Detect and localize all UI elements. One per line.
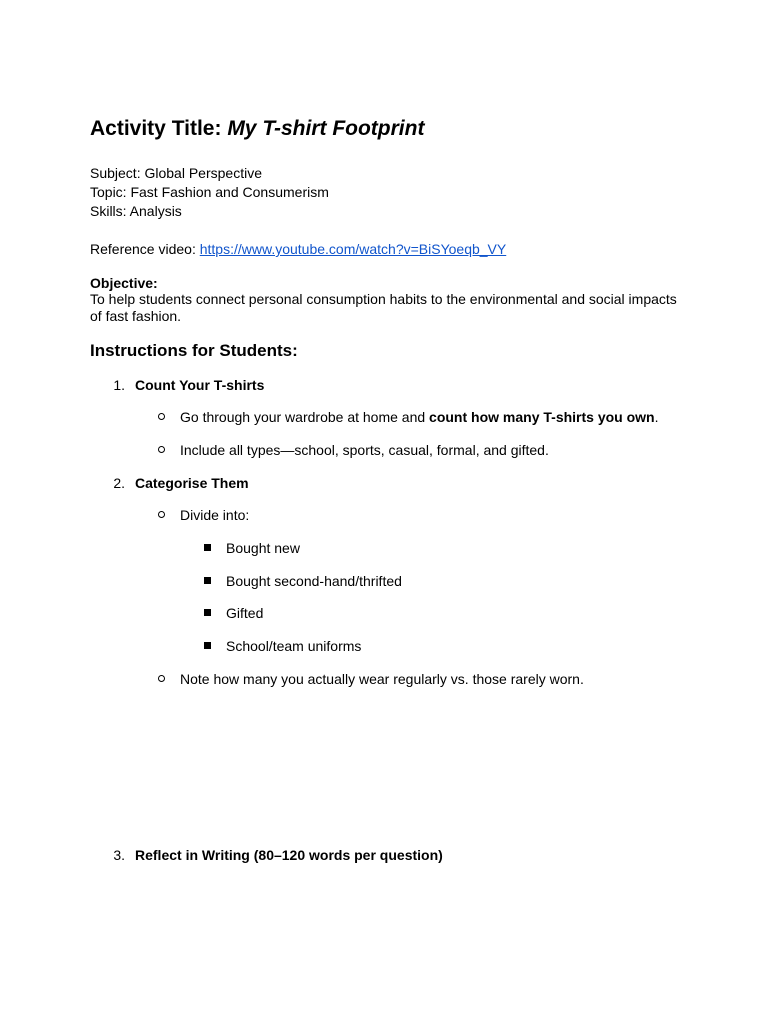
list-item — [180, 408, 659, 426]
activity-title — [90, 116, 424, 142]
square-bullet-icon — [204, 544, 211, 551]
reference-line — [90, 240, 506, 258]
circle-bullet-icon — [158, 675, 165, 682]
title-prefix: Activity Title: — [90, 117, 228, 140]
topic-line: Topic: Fast Fashion and Consumerism — [90, 184, 329, 200]
step-title: Categorise Them — [135, 475, 249, 491]
title-name: My T-shirt Footprint — [227, 117, 425, 140]
list-item-text-end: . — [654, 409, 659, 425]
list-item: Note how many you actually wear regularly vs. those rarely worn. — [180, 671, 584, 687]
square-bullet-icon — [204, 609, 211, 616]
list-item: Divide into: — [180, 507, 250, 523]
square-bullet-icon — [204, 642, 211, 649]
step-number: 3. — [113, 847, 125, 863]
circle-bullet-icon — [158, 511, 165, 518]
list-item: Gifted — [226, 605, 264, 621]
square-bullet-icon — [204, 577, 211, 584]
circle-bullet-icon — [158, 446, 165, 453]
subject-line: Subject: Global Perspective — [90, 165, 262, 181]
objective-heading: Objective: — [90, 275, 158, 291]
list-item: Include all types—school, sports, casual, formal, and gifted. — [180, 442, 549, 458]
circle-bullet-icon — [158, 413, 165, 420]
reference-video-link[interactable]: https://www.youtube.com/watch?v=BiSYoeqb_VY — [199, 241, 507, 257]
skills-line: Skills: Analysis — [90, 203, 182, 219]
objective-text: To help students connect personal consumption habits to the environmental and social impacts of fast fashion. — [90, 291, 677, 324]
instructions-heading: Instructions for Students: — [90, 341, 298, 360]
list-item: Bought second-hand/thrifted — [226, 573, 402, 589]
step-number: 1. — [113, 377, 125, 393]
reference-label: Reference video: — [90, 241, 200, 257]
list-item-text: Go through your wardrobe at home and — [180, 409, 430, 425]
list-item: Bought new — [226, 540, 300, 556]
list-item-emphasis: count how many T-shirts you own — [429, 409, 655, 425]
step-title: Count Your T-shirts — [135, 377, 265, 393]
step-number: 2. — [113, 475, 125, 491]
step-title: Reflect in Writing (80–120 words per question) — [135, 847, 443, 863]
list-item: School/team uniforms — [226, 638, 362, 654]
